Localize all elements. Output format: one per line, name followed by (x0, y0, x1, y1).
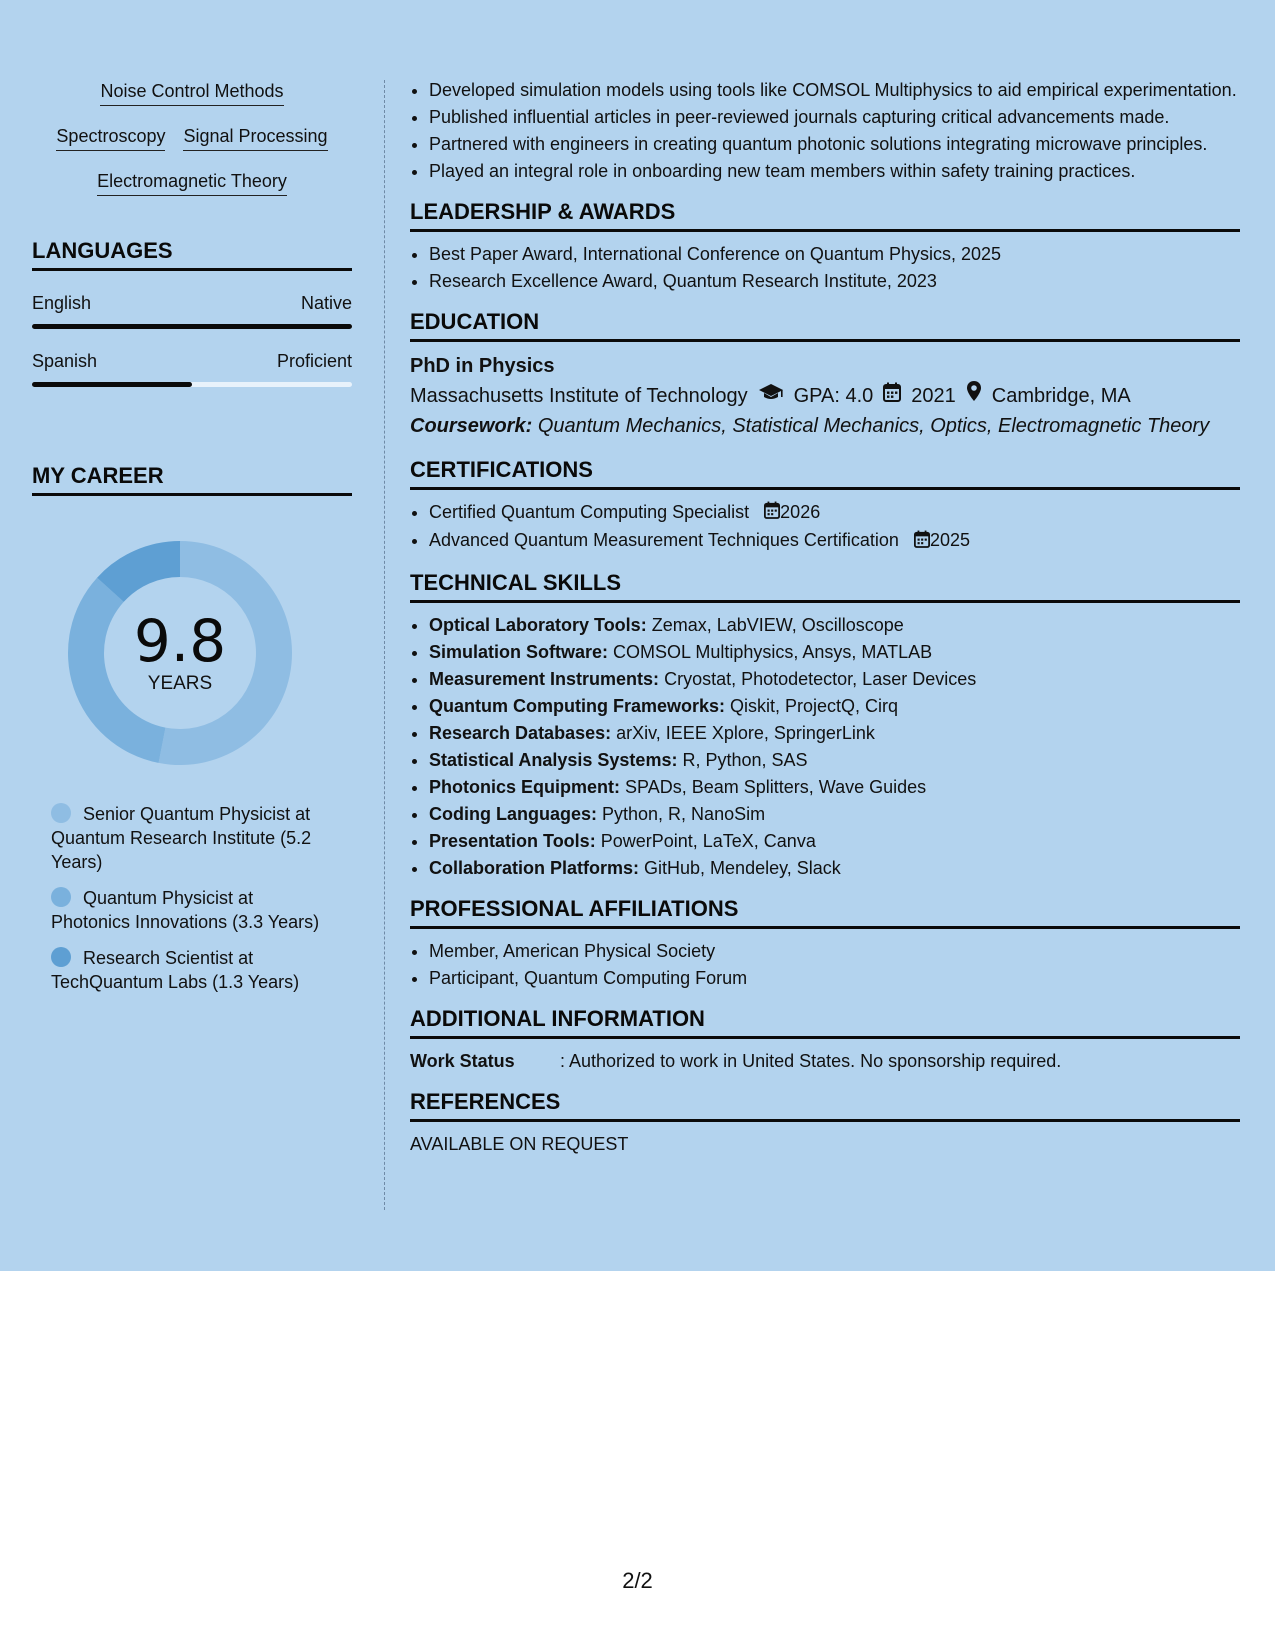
language-proficiency-bar (32, 382, 352, 387)
skill-item (429, 667, 1240, 691)
donut-center (65, 538, 295, 768)
skill-item (429, 748, 1240, 772)
award-item: • Research Excellence Award, Quantum Research Institute, 2023 (429, 269, 1240, 293)
main-column (410, 78, 1240, 1156)
career-heading: MY CAREER (32, 463, 352, 496)
awards-list (410, 242, 1240, 293)
certification-year: 2026 (780, 502, 821, 522)
skill-item (429, 694, 1240, 718)
skill-value: COMSOL Multiphysics, Ansys, MATLAB (613, 641, 933, 662)
experience-bullet: • Played an integral role in onboarding new team members within safety training practices. (429, 159, 1240, 183)
skill-tags (32, 78, 352, 196)
education-details (410, 380, 1240, 411)
skill-label: Coding Languages: (429, 803, 597, 824)
graduation-year: 2021 (911, 384, 956, 407)
language-name: English (32, 293, 92, 313)
calendar-icon (764, 501, 780, 525)
experience-bullet: • Published influential articles in peer-reviewed journals capturing critical advancements made. (429, 105, 1240, 129)
experience-bullets (410, 78, 1240, 183)
skill-tag: Spectroscopy (56, 123, 165, 151)
school-location: Cambridge, MA (991, 384, 1131, 407)
references-value: AVAILABLE ON REQUEST (410, 1133, 629, 1154)
skill-value: SPADs, Beam Splitters, Wave Guides (625, 776, 927, 797)
references-heading: REFERENCES (410, 1089, 1240, 1122)
skill-value: R, Python, SAS (682, 749, 808, 770)
skill-value: Python, R, NanoSim (602, 803, 766, 824)
skill-item (429, 775, 1240, 799)
career-total-years: 9.8 (133, 607, 227, 675)
skill-tag: Electromagnetic Theory (97, 168, 287, 196)
skill-item (429, 829, 1240, 853)
skill-label: Optical Laboratory Tools: (429, 614, 647, 635)
legend-dot-icon (51, 947, 71, 967)
career-years-unit: YEARS (147, 673, 213, 694)
coursework (410, 411, 1240, 441)
column-divider (384, 80, 385, 1210)
calendar-icon (914, 530, 930, 554)
additional-info-heading: ADDITIONAL INFORMATION (410, 1006, 1240, 1039)
skill-label: Measurement Instruments: (429, 668, 660, 689)
sidebar (32, 78, 352, 1006)
skill-value: Cryostat, Photodetector, Laser Devices (664, 668, 977, 689)
career-item-text: Research Scientist at TechQuantum Labs (1.3 Years) (51, 948, 300, 992)
work-status-row (410, 1049, 1240, 1073)
skill-label: Simulation Software: (429, 641, 609, 662)
career-item-text: Senior Quantum Physicist at Quantum Research Institute (5.2 Years) (51, 804, 312, 872)
skill-label: Presentation Tools: (429, 830, 596, 851)
skill-row-2 (32, 123, 352, 151)
school-name: Massachusetts Institute of Technology (410, 384, 748, 407)
experience-bullet: • Developed simulation models using tools like COMSOL Multiphysics to aid empirical experimentation. (429, 78, 1240, 102)
languages-heading: LANGUAGES (32, 238, 352, 271)
skill-tag: Noise Control Methods (100, 78, 283, 106)
language-proficiency-bar (32, 324, 352, 329)
coursework-list: Quantum Mechanics, Statistical Mechanics, Optics, Electromagnetic Theory (537, 415, 1210, 437)
language-name: Spanish (32, 351, 98, 371)
page-number: 2/2 (622, 1568, 653, 1593)
career-item (51, 886, 331, 934)
skill-item (429, 721, 1240, 745)
award-item: • Best Paper Award, International Conference on Quantum Physics, 2025 (429, 242, 1240, 266)
affiliation-item: • Member, American Physical Society (429, 939, 1240, 963)
gpa: GPA: 4.0 (793, 384, 874, 407)
awards-heading: LEADERSHIP & AWARDS (410, 199, 1240, 232)
skill-row-1 (32, 78, 352, 106)
certification-name: Advanced Quantum Measurement Techniques Certification (429, 530, 899, 551)
affiliation-item: • Participant, Quantum Computing Forum (429, 966, 1240, 990)
degree-title: PhD in Physics (410, 355, 555, 377)
skill-item (429, 640, 1240, 664)
language-english (32, 293, 352, 329)
certification-year: 2025 (929, 530, 970, 551)
career-legend (32, 802, 352, 994)
map-pin-icon (966, 380, 982, 411)
certifications-heading: CERTIFICATIONS (410, 457, 1240, 490)
coursework-label: Coursework: (410, 415, 533, 437)
skill-label: Research Databases: (429, 722, 612, 743)
experience-bullet: • Partnered with engineers in creating quantum photonic solutions integrating microwave principles. (429, 132, 1240, 156)
language-proficiency-fill (32, 382, 192, 387)
skill-item (429, 613, 1240, 637)
skill-value: arXiv, IEEE Xplore, SpringerLink (616, 722, 875, 743)
career-item (51, 946, 331, 994)
affiliations-list (410, 939, 1240, 990)
career-item (51, 802, 331, 874)
legend-dot-icon (51, 887, 71, 907)
technical-skills-list (410, 613, 1240, 880)
skill-row-3 (32, 168, 352, 196)
certification-item (429, 500, 1240, 525)
career-donut-chart (65, 538, 295, 768)
certifications-list (410, 500, 1240, 554)
education-entry (410, 352, 1240, 441)
language-level: Proficient (276, 351, 352, 371)
language-proficiency-fill (32, 324, 352, 329)
graduation-cap-icon (758, 381, 784, 411)
language-level: Native (300, 293, 352, 313)
skill-label: Photonics Equipment: (429, 776, 620, 797)
work-status-value: : Authorized to work in United States. No sponsorship required. (560, 1050, 1062, 1071)
skill-label: Statistical Analysis Systems: (429, 749, 678, 770)
skill-label: Quantum Computing Frameworks: (429, 695, 726, 716)
skill-value: PowerPoint, LaTeX, Canva (600, 830, 816, 851)
affiliations-heading: PROFESSIONAL AFFILIATIONS (410, 896, 1240, 929)
skill-value: Zemax, LabVIEW, Oscilloscope (651, 614, 904, 635)
legend-dot-icon (51, 803, 71, 823)
career-item-text: Quantum Physicist at Photonics Innovations (3.3 Years) (51, 888, 320, 932)
certification-name: Certified Quantum Computing Specialist (429, 502, 750, 522)
skill-item (429, 802, 1240, 826)
calendar-icon (883, 381, 901, 411)
language-spanish (32, 351, 352, 387)
skill-value: Qiskit, ProjectQ, Cirq (730, 695, 899, 716)
work-status-label: Work Status (410, 1050, 515, 1071)
skill-item (429, 856, 1240, 880)
technical-skills-heading: TECHNICAL SKILLS (410, 570, 1240, 603)
skill-label: Collaboration Platforms: (429, 857, 640, 878)
certification-item (429, 528, 1240, 553)
education-heading: EDUCATION (410, 309, 1240, 342)
skill-tag: Signal Processing (183, 123, 327, 151)
skill-value: GitHub, Mendeley, Slack (644, 857, 841, 878)
